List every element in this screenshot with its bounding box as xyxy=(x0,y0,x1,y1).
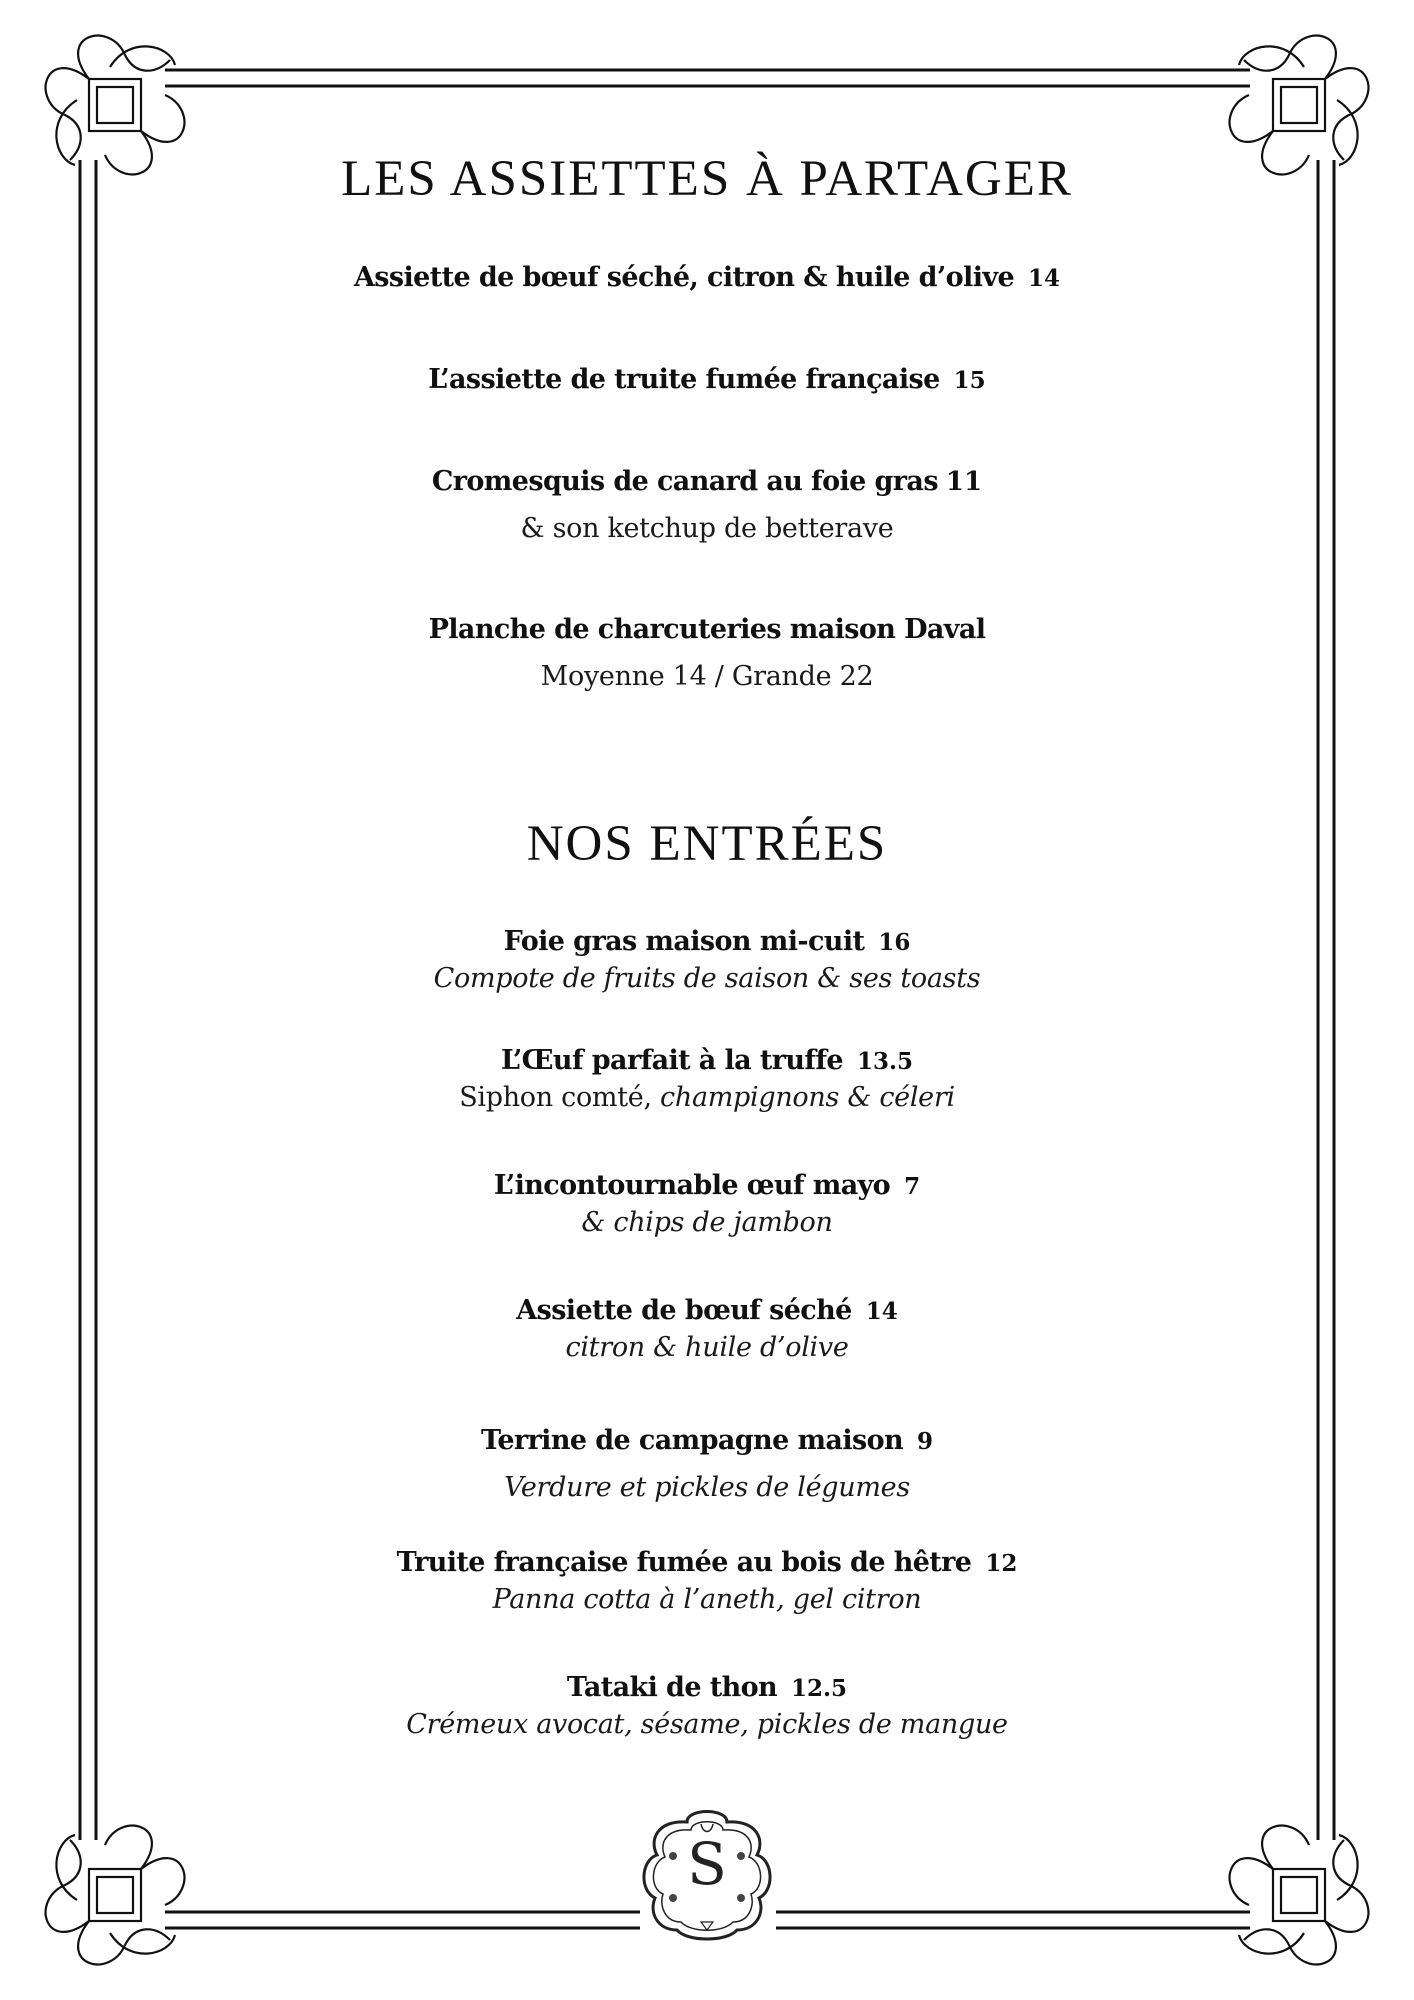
item-name: Terrine de campagne maison xyxy=(480,1425,904,1456)
item-price: 7 xyxy=(904,1173,921,1200)
menu-item xyxy=(160,1293,1254,1367)
item-name: Assiette de bœuf séché xyxy=(516,1295,852,1326)
menu-item xyxy=(160,1043,1254,1117)
item-price: 14 xyxy=(865,1298,898,1325)
menu-item xyxy=(160,924,1254,998)
item-description: Moyenne 14 / Grande 22 xyxy=(540,661,874,692)
menu-content xyxy=(160,0,1254,2000)
menu-item xyxy=(160,260,1254,296)
item-price: 9 xyxy=(917,1428,934,1455)
item-name: Cromesquis de canard au foie gras xyxy=(431,466,938,497)
item-description: Panna cotta à l’aneth, gel citron xyxy=(492,1584,922,1615)
item-description: Verdure et pickles de légumes xyxy=(504,1472,910,1503)
item-description: & chips de jambon xyxy=(581,1207,833,1238)
item-description: citron & huile d’olive xyxy=(565,1332,849,1363)
menu-item xyxy=(160,362,1254,398)
item-description: Crémeux avocat, sésame, pickles de mangue xyxy=(406,1709,1008,1740)
item-name: Planche de charcuteries maison Daval xyxy=(428,614,986,645)
item-price: 14 xyxy=(1028,265,1061,292)
item-description: Compote de fruits de saison & ses toasts xyxy=(433,963,981,994)
item-price: 12 xyxy=(985,1550,1018,1577)
item-description-italic: champignons & céleri xyxy=(660,1082,955,1113)
item-name: Foie gras maison mi-cuit xyxy=(503,926,865,957)
menu-item xyxy=(160,1168,1254,1242)
menu-item xyxy=(160,1670,1254,1744)
item-description-plain: Siphon comté, xyxy=(459,1082,652,1113)
item-price: 16 xyxy=(878,929,911,956)
item-name: L’incontournable œuf mayo xyxy=(493,1170,891,1201)
item-name: L’Œuf parfait à la truffe xyxy=(500,1045,843,1076)
logo-letter: S xyxy=(687,1830,727,1898)
section-title-assiettes: LES ASSIETTES À PARTAGER xyxy=(341,151,1073,207)
item-name: Truite française fumée au bois de hêtre xyxy=(396,1547,972,1578)
item-name: L’assiette de truite fumée française xyxy=(428,364,940,395)
item-price: 15 xyxy=(953,367,986,394)
item-name: Tataki de thon xyxy=(566,1672,778,1703)
section-title-entrees: NOS ENTRÉES xyxy=(526,816,888,872)
item-price: 13.5 xyxy=(857,1048,914,1075)
item-price: 11 xyxy=(945,467,983,497)
item-description xyxy=(160,1079,1254,1117)
menu-item xyxy=(160,464,1254,548)
menu-item xyxy=(160,612,1254,696)
item-description: & son ketchup de betterave xyxy=(520,513,894,544)
item-name: Assiette de bœuf séché, citron & huile d’olive xyxy=(353,262,1015,293)
menu-item xyxy=(160,1423,1254,1507)
menu-item xyxy=(160,1545,1254,1619)
item-price: 12.5 xyxy=(791,1675,848,1702)
